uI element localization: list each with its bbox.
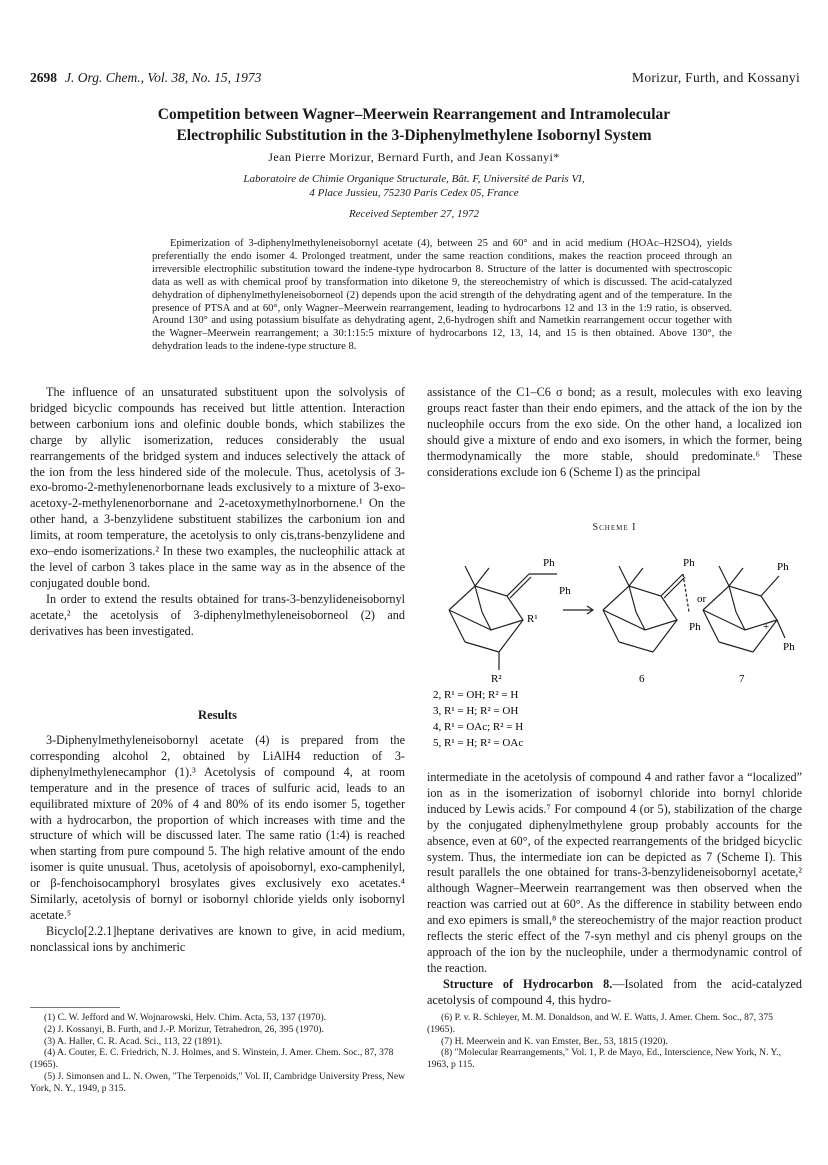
running-header	[30, 70, 800, 90]
received-date: Received September 27, 1972	[348, 208, 480, 220]
structure-6-ph-label: Ph	[683, 557, 695, 569]
scheme-figure	[427, 530, 802, 760]
right-paragraph-1: assistance of the C1–C6 σ bond; as a result, molecules with exo leaving groups react faster than their endo epimers, and the attack of the ion by the nucleophile occurs from the exo side. On the other hand, a localized ion should give a mixture of endo and exo isomers, in which the former, being thermodynamically the more stable, should predominate.⁶ These considerations exclude ion 6 (Scheme I) as the principal	[427, 385, 802, 479]
right-column-bottom	[427, 770, 802, 1009]
journal-citation	[30, 70, 261, 86]
scheme-title: Scheme I	[592, 522, 637, 533]
structure-7-ph-label: Ph	[777, 561, 789, 573]
footnote-3: (3) A. Haller, C. R. Acad. Sci., 113, 22 (1891).	[44, 1035, 223, 1047]
results-paragraph-2: Bicyclo[2.2.1]heptane derivatives are known to give, in acid medium, nonclassical ions by anchimeric	[30, 923, 405, 954]
structure-2-5-bonds	[449, 566, 557, 670]
hydrocarbon-8-heading: Structure of Hydrocarbon 8.	[443, 976, 613, 991]
structure-6-number: 6	[639, 673, 645, 685]
footnote-rule-left	[30, 1007, 120, 1008]
title-line-1: Competition between Wagner–Meerwein Rearrangement and Intramolecular	[157, 106, 671, 123]
hydrocarbon-8-text: —Isolated from the acid-catalyzed acetolysis of compound 4, this hydro-	[427, 976, 803, 1007]
abstract: Epimerization of 3-diphenylmethyleneisobornyl acetate (4), between 25 and 60° and in acid medium (HOAc–H2SO4), yields preferentially the endo isomer 4. Prolonged treatment, under the same reaction conditions, makes the reaction proceed through an irreversible electrophilic substitution toward the indene-type hydrocarbon 8. Structure of the latter is documented with spectroscopic data as well as with chemical proof by transformation into diketone 9, the stereochemistry of which is discussed. The acid-catalyzed dehydration of diphenylmethyleneisoborneol (2) depends upon the acid strength of the dehydrating agent and of the temperature. In the presence of PTSA and at 60°, only Wagner–Meerwein rearrangement, leading to hydrocarbons 12 and 13 in the 1:9 ratio, is observed. Around 130° and using potassium bisulfate as dehydrating agent, 2,6-hydrogen shift and Nametkin rearrangement occur together with the Wagner–Meerwein rearrangement; a 30:1:15:5 mixture of hydrocarbons 12, 13, 14, and 15 is then obtained. Above 130°, the dehydration leads to the indene-type structure 8.	[152, 238, 732, 353]
footnote-5: (5) J. Simonsen and L. N. Owen, "The Terpenoids," Vol. II, Cambridge University Press, New York, N. Y., 1949, p 315.	[30, 1070, 406, 1094]
footnotes-right	[427, 1007, 802, 1071]
structure-2-ph-label-2: Ph	[559, 585, 571, 597]
article-title	[40, 104, 788, 146]
intro-paragraph-1: The influence of an unsaturated substituent upon the solvolysis of bridged bicyclic compounds has received but little attention. Interaction between carbonium ions and olefinic double bonds, which stabilizes the charge by allylic isomerization, reduces considerably the usual rearrangements of the bridged system and induces selectively the attack of the ion from the less hindered side of the molecule. Thus, acetolysis of 3-exo-bromo-2-methylenenorbornane leads exclusively to a mixture of 3-exo-acetoxy-2-methylenenorbornane and 2-acetoxymethylnorbornene.¹ On the other hand, a 3-benzylidene substituent stabilizes the carbonium ion and limits, at room temperature, the acetolysis to only cis,trans-benzylidene and exo–endo isomerizations.² In these two examples, the nucleophilic attack at the level of carbon 3 takes place in the same way as in the absence of the conjugated double bond.	[30, 385, 405, 590]
footnote-4: (4) A. Couter, E. C. Friedrich, N. J. Holmes, and S. Winstein, J. Amer. Chem. Soc., 87, 378 (1965).	[30, 1047, 394, 1071]
structure-6-ph-label-2: Ph	[689, 621, 701, 633]
title-line-2: Electrophilic Substitution in the 3-Diphenylmethylene Isobornyl System	[176, 127, 652, 144]
structure-7-plus-label: +	[763, 621, 770, 633]
page-number: 2698	[30, 70, 57, 85]
author-list: Jean Pierre Morizur, Bernard Furth, and Jean Kossanyi*	[268, 150, 560, 164]
scheme-diagram	[427, 530, 802, 760]
intro-paragraph-2: In order to extend the results obtained for trans-3-benzylideneisobornyl acetate,² the acetolysis of 3-diphenylmethyleneisoborneol (2) and derivatives has been investigated.	[30, 591, 405, 638]
results-paragraph-1: 3-Diphenylmethyleneisobornyl acetate (4) is prepared from the corresponding alcohol 2, obtained by LiAlH4 reduction of 3-diphenylmethylenecamphor (1).³ Acetolysis of compound 4, at room temperature and in the presence of traces of sulfuric acid, leads to an equilibrated mixture of 20% of 4 and 80% of its endo isomer 5, together with a hydrocarbon, the proportion of which increases with time and the structure of which will be discussed later. The same ratio (1:4) is reached when starting from pure compound 5. The high relative amount of the endo isomer is quite unusual. Thus, acetolysis of apoisobornyl, exo-camphenilyl, or β-fenchoisocamphoryl brosylates gives exclusively exo acetates.⁴ Similarly, acetolysis of bornyl or isobornyl chloride yields only isobornyl acetate.⁵	[30, 733, 405, 922]
left-column-intro	[30, 385, 405, 640]
structure-7-number: 7	[739, 673, 745, 685]
footnotes-left	[30, 1007, 405, 1095]
compound-5-label: 5, R¹ = H; R² = OAc	[433, 737, 524, 749]
results-heading: Results	[198, 708, 237, 722]
compound-2-label: 2, R¹ = OH; R² = H	[433, 689, 519, 701]
footnote-1: (1) C. W. Jefford and W. Wojnarowski, Helv. Chim. Acta, 53, 137 (1970).	[44, 1012, 327, 1023]
structure-7-ph-label-2: Ph	[783, 641, 795, 653]
affiliation-line-2: 4 Place Jussieu, 75230 Paris Cedex 05, France	[309, 187, 519, 199]
footnote-7: (7) H. Meerwein and K. van Emster, Ber., 53, 1815 (1920).	[441, 1035, 668, 1047]
left-column-results	[30, 733, 405, 956]
structure-6-bonds	[603, 566, 689, 652]
compound-4-label: 4, R¹ = OAc; R² = H	[433, 721, 524, 733]
reaction-arrow	[563, 606, 593, 614]
structure-2-ph-label: Ph	[543, 557, 555, 569]
right-paragraph-2: intermediate in the acetolysis of compound 4 and rather favor a “localized” ion as in the isomerization of isobornyl chloride into bornyl chloride induced by Lewis acids.⁷ For compound 4 (or 5), stabilization of the charge by the conjugated diphenylmethylene group probably accounts for the absence, even at 60°, of the expected rearrangements of the bridged bicyclic system. Thus, the intermediate ion can be depicted as 7 (Scheme I). This result parallels the one obtained for trans-3-benzylideneisobornyl acetate,² although Wagner–Meerwein rearrangement was then observed when the reaction was carried out at 60°. As the difference in stability between endo and exo epimers is small,⁸ the stereochemistry of the major reaction product reflects the steric effect of the 7-syn methyl and cis phenyl groups on the approach of the ion by the nucleophile, under a thermodynamic control of the reaction.	[427, 770, 802, 975]
footnote-6: (6) P. v. R. Schleyer, M. M. Donaldson, and W. E. Watts, J. Amer. Chem. Soc., 87, 375 (1965).	[427, 1012, 773, 1035]
structure-7-bonds	[703, 566, 785, 652]
structure-2-r2-label: R²	[491, 673, 502, 685]
compound-3-label: 3, R¹ = H; R² = OH	[433, 705, 519, 717]
affiliation-line-1: Laboratoire de Chimie Organique Structurale, Bât. F, Université de Paris VI,	[243, 173, 585, 185]
footnote-2: (2) J. Kossanyi, B. Furth, and J.-P. Morizur, Tetrahedron, 26, 395 (1970).	[44, 1023, 324, 1035]
footnote-8: (8) "Molecular Rearrangements," Vol. 1, P. de Mayo, Ed., Interscience, New York, N. Y., 1963, p 115.	[427, 1047, 781, 1071]
running-authors: Morizur, Furth, and Kossanyi	[632, 70, 800, 85]
right-paragraph-3	[427, 977, 802, 1009]
affiliation	[40, 172, 788, 200]
structure-2-r1-label: R¹	[527, 613, 538, 625]
right-column-top	[427, 385, 802, 480]
journal-name: J. Org. Chem., Vol. 38, No. 15, 1973	[65, 70, 262, 85]
or-label: or	[697, 593, 707, 605]
